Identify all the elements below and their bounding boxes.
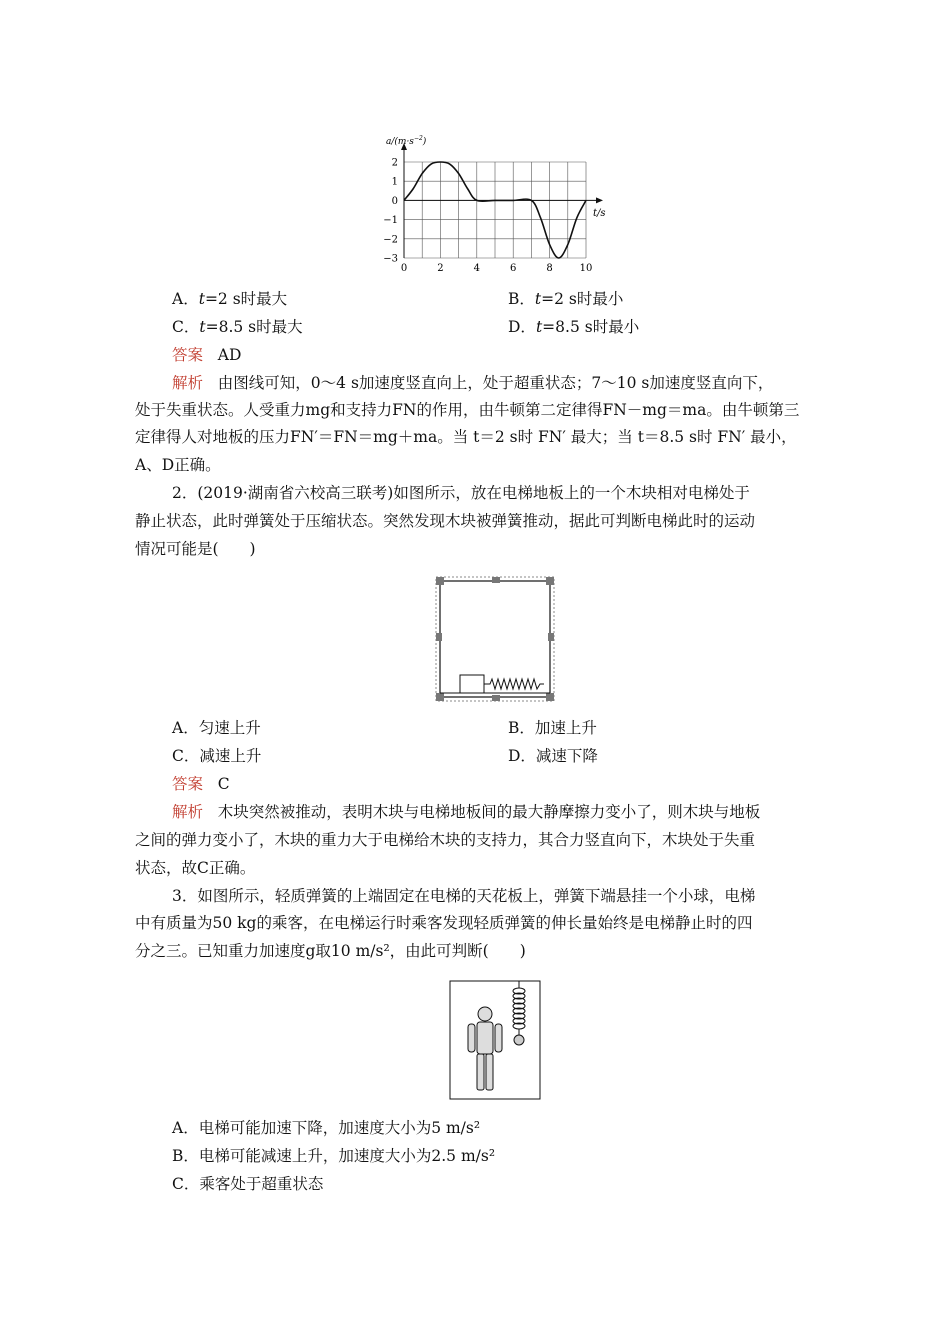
y-tick-label: −1 [383, 215, 398, 227]
y-tick-label: 2 [391, 157, 398, 169]
chart-xlabel: t/s [593, 208, 606, 219]
elevator-passenger-spring-figure [449, 980, 541, 1100]
q2-stem-line1: 2．(2019·湖南省六校高三联考)如图所示，放在电梯地板上的一个木块相对电梯处于 [172, 484, 750, 502]
q2-analysis-line2: 之间的弹力变小了，木块的重力大于电梯给木块的支持力，其合力竖直向下，木块处于失重 [135, 831, 756, 849]
q3-stem-line3: 分之三。已知重力加速度g取10 m/s²，由此可判断( ) [135, 942, 526, 960]
elevator-rail-blocks [436, 577, 554, 701]
y-tick-label: 1 [391, 176, 398, 188]
wooden-block [460, 675, 484, 693]
elevator-spring-block-figure [434, 575, 556, 705]
q1-analysis-line1: 解析 由图线可知，0～4 s加速度竖直向上，处于超重状态；7～10 s加速度竖直向下， [172, 374, 774, 392]
x-tick-label: 2 [437, 263, 444, 274]
q2-option-d[interactable]: D．减速下降 [508, 747, 598, 765]
acceleration-time-chart [378, 132, 618, 280]
y-tick-label: 0 [391, 195, 398, 207]
q2-analysis-line3: 状态，故C正确。 [135, 859, 256, 877]
x-axis-arrow [596, 197, 603, 203]
x-tick-label: 8 [546, 263, 553, 274]
x-tick-label: 4 [473, 263, 480, 274]
q3-option-b[interactable]: B．电梯可能减速上升，加速度大小为2.5 m/s² [172, 1147, 496, 1165]
q3-option-c[interactable]: C．乘客处于超重状态 [172, 1175, 324, 1193]
q2-option-b[interactable]: B．加速上升 [508, 719, 597, 737]
y-tick-label: −3 [383, 253, 398, 265]
q1-answer: 答案 AD [172, 346, 242, 364]
small-ball [514, 1035, 524, 1045]
q2-analysis-line1: 解析 木块突然被推动，表明木块与电梯地板间的最大静摩擦力变小了，则木块与地板 [172, 803, 761, 821]
q1-option-a[interactable]: A．t=2 s时最大 [172, 290, 288, 308]
chart-grid [404, 162, 586, 258]
x-tick-label: 0 [400, 263, 408, 274]
x-tick-label: 6 [510, 263, 517, 274]
q2-answer: 答案 C [172, 775, 230, 793]
q1-analysis-line4: A、D正确。 [135, 456, 221, 474]
q1-option-c[interactable]: C．t=8.5 s时最大 [172, 318, 303, 336]
q3-stem-line1: 3．如图所示，轻质弹簧的上端固定在电梯的天花板上，弹簧下端悬挂一个小球，电梯 [172, 887, 756, 905]
q1-option-d[interactable]: D．t=8.5 s时最小 [508, 318, 640, 336]
q1-analysis-line3: 定律得人对地板的压力FN′＝FN＝mg＋ma。当 t＝2 s时 FN′ 最大；当 t＝8.5 s时 FN′ 最小， [135, 428, 797, 446]
q1-analysis-line2: 处于失重状态。人受重力mg和支持力FN的作用，由牛顿第二定律得FN－mg＝ma。由牛顿第三 [135, 401, 800, 419]
q2-option-c[interactable]: C．减速上升 [172, 747, 262, 765]
compressed-spring [484, 679, 544, 689]
q3-option-a[interactable]: A．电梯可能加速下降，加速度大小为5 m/s² [172, 1119, 481, 1137]
q1-option-b[interactable]: B．t=2 s时最小 [508, 290, 624, 308]
y-tick-label: −2 [383, 234, 398, 246]
q3-stem-line2: 中有质量为50 kg的乘客，在电梯运行时乘客发现轻质弹簧的伸长量始终是电梯静止时的四 [135, 914, 753, 932]
chart-ylabel: $a/(m\cdot s^{-2})$ [386, 135, 427, 147]
q2-stem-line2: 静止状态，此时弹簧处于压缩状态。突然发现木块被弹簧推动，据此可判断电梯此时的运动 [135, 512, 756, 530]
x-tick-label: 10 [579, 263, 593, 274]
q2-option-a[interactable]: A．匀速上升 [172, 719, 261, 737]
q2-stem-line3: 情况可能是( ) [135, 540, 256, 558]
